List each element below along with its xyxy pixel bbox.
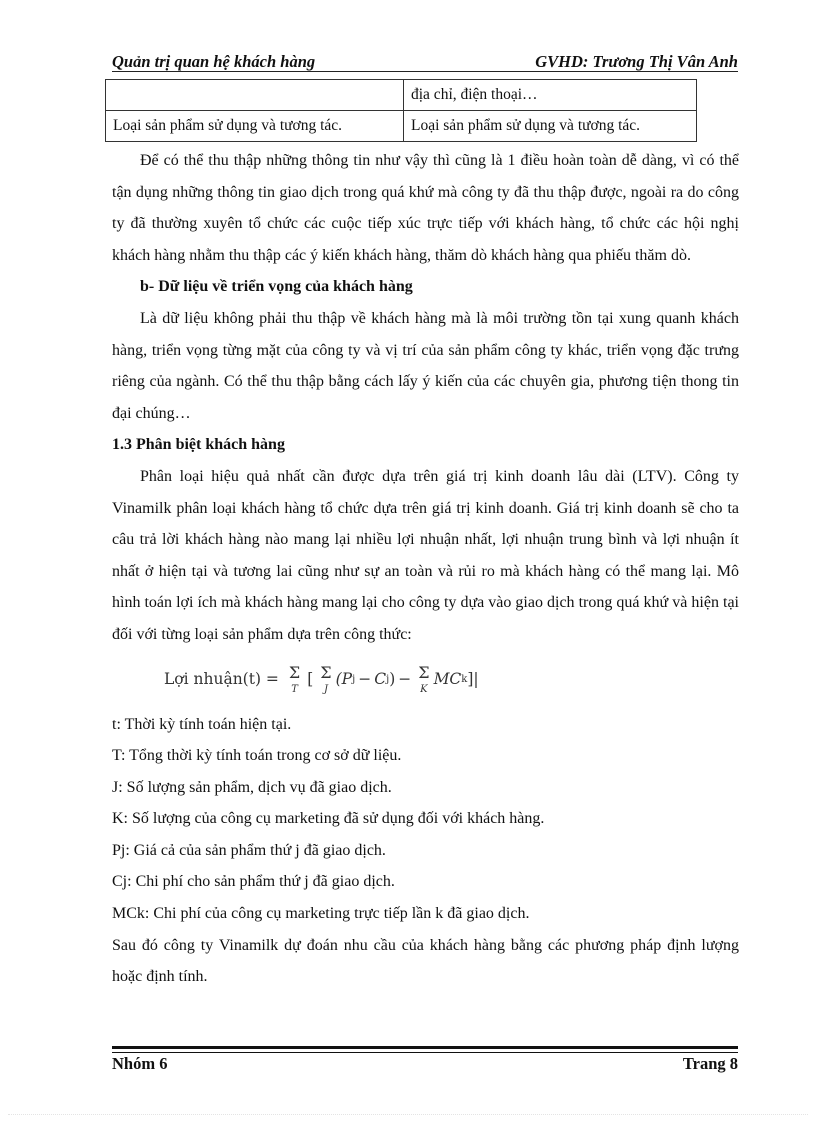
close-paren: ) [389, 669, 396, 688]
table-row [106, 111, 697, 142]
sum-over-T [288, 662, 301, 695]
open-bracket: [ [307, 669, 314, 688]
sigma-symbol: Σ [288, 662, 301, 682]
header-course-title: Quản trị quan hệ khách hàng [112, 52, 316, 71]
definition-line: T: Tổng thời kỳ tính toán trong cơ sở dữ liệu. [112, 747, 402, 765]
sigma-symbol: Σ [418, 662, 430, 682]
minus-sign: − [358, 669, 372, 688]
marketing-cost-term: MC [433, 669, 462, 688]
table-row [106, 80, 697, 111]
paragraph: Là dữ liệu không phải thu thập về khách hàng mà là môi trường tồn tại xung quanh khách hàng, triển vọng từng mặt của công ty và vị trí của sản phẩm công ty khác, triển vọng đặc trưng riêng của ngành. Có thể thu thập bằng cách lấy ý kiến của các chuyên gia, phương tiện thong tin đại chúng… [112, 309, 739, 422]
header-rule [112, 71, 738, 72]
page-body [112, 145, 739, 993]
sum-over-J [320, 662, 332, 695]
price-term: (P [335, 669, 353, 688]
data-table [105, 79, 697, 142]
definition-line: J: Số lượng sản phẩm, dịch vụ đã giao dịch. [112, 778, 392, 796]
sum-index: K [420, 683, 428, 695]
formula-label: Lợi nhuận(t) = [164, 669, 279, 688]
table-cell: Loại sản phẩm sử dụng và tương tác. [106, 111, 404, 142]
table-cell: Loại sản phẩm sử dụng và tương tác. [404, 111, 697, 142]
sigma-symbol: Σ [320, 662, 332, 682]
section-heading-1-3: 1.3 Phân biệt khách hàng [112, 436, 285, 454]
definition-line: K: Số lượng của công cụ marketing đã sử dụng đối với khách hàng. [112, 810, 545, 828]
section-heading-b: b- Dữ liệu về triển vọng của khách hàng [140, 278, 413, 296]
paragraph: Phân loại hiệu quả nhất cần được dựa trên giá trị kinh doanh lâu dài (LTV). Công ty Vinamilk phân loại khách hàng tổ chức dựa trên giá trị kinh doanh. Giá trị kinh doanh sẽ cho ta câu trả lời khách hàng nào mang lại nhiều lợi nhuận nhất, lợi nhuận trung bình và lợi nhuận ít nhất ở hiện tại và tương lai cũng như sự an toàn và rủi ro mà khách hàng có thể mang lại. Mô hình toán lợi ích mà khách hàng mang lại cho công ty dựa vào giao dịch trong quá khứ và hiện tại đối với từng loại sản phẩm dựa trên công thức: [112, 467, 739, 643]
price-subscript: j [352, 673, 356, 685]
page-footer [112, 1054, 738, 1076]
paragraph: Để có thể thu thập những thông tin như vậy thì cũng là 1 điều hoàn toàn dễ dàng, vì có thể tận dụng những thông tin giao dịch trong quá khứ mà công ty đã thu thập được, ngoài ra do công ty đã thường xuyên tổ chức các cuộc tiếp xúc trực tiếp với khách hàng, tổ chức các hội nghị khách hàng nhằm thu thập các ý kiến khách hàng, thăm dò khách hàng qua phiếu thăm dò. [112, 152, 739, 264]
close-bracket: ]| [467, 669, 479, 688]
page-edge [8, 1114, 808, 1115]
header-instructor: GVHD: Trương Thị Vân Anh [535, 52, 738, 71]
sum-over-K [418, 662, 430, 695]
footer-group: Nhóm 6 [112, 1054, 168, 1073]
footer-rule-thin [112, 1052, 738, 1053]
table-cell: địa chỉ, điện thoại… [404, 80, 697, 111]
page-number: Trang 8 [682, 1054, 738, 1073]
sum-index: J [323, 683, 328, 695]
definition-line: t: Thời kỳ tính toán hiện tại. [112, 715, 292, 733]
definition-line: MCk: Chi phí của công cụ marketing trực tiếp lần k đã giao dịch. [112, 905, 530, 923]
cost-term: C [374, 669, 387, 688]
cost-subscript: j [386, 673, 390, 685]
definition-line: Cj: Chi phí cho sản phẩm thứ j đã giao dịch. [112, 873, 395, 891]
profit-formula [112, 651, 739, 709]
footer-rule [112, 1046, 738, 1049]
sum-index: T [291, 683, 298, 695]
definition-line: Pj: Giá cả của sản phẩm thứ j đã giao dịch. [112, 841, 386, 859]
table-cell [106, 80, 404, 111]
paragraph: Sau đó công ty Vinamilk dự đoán nhu cầu của khách hàng bằng các phương pháp định lượng hoặc định tính. [112, 936, 739, 986]
marketing-cost-subscript: k [461, 673, 468, 685]
minus-sign: − [398, 669, 412, 688]
